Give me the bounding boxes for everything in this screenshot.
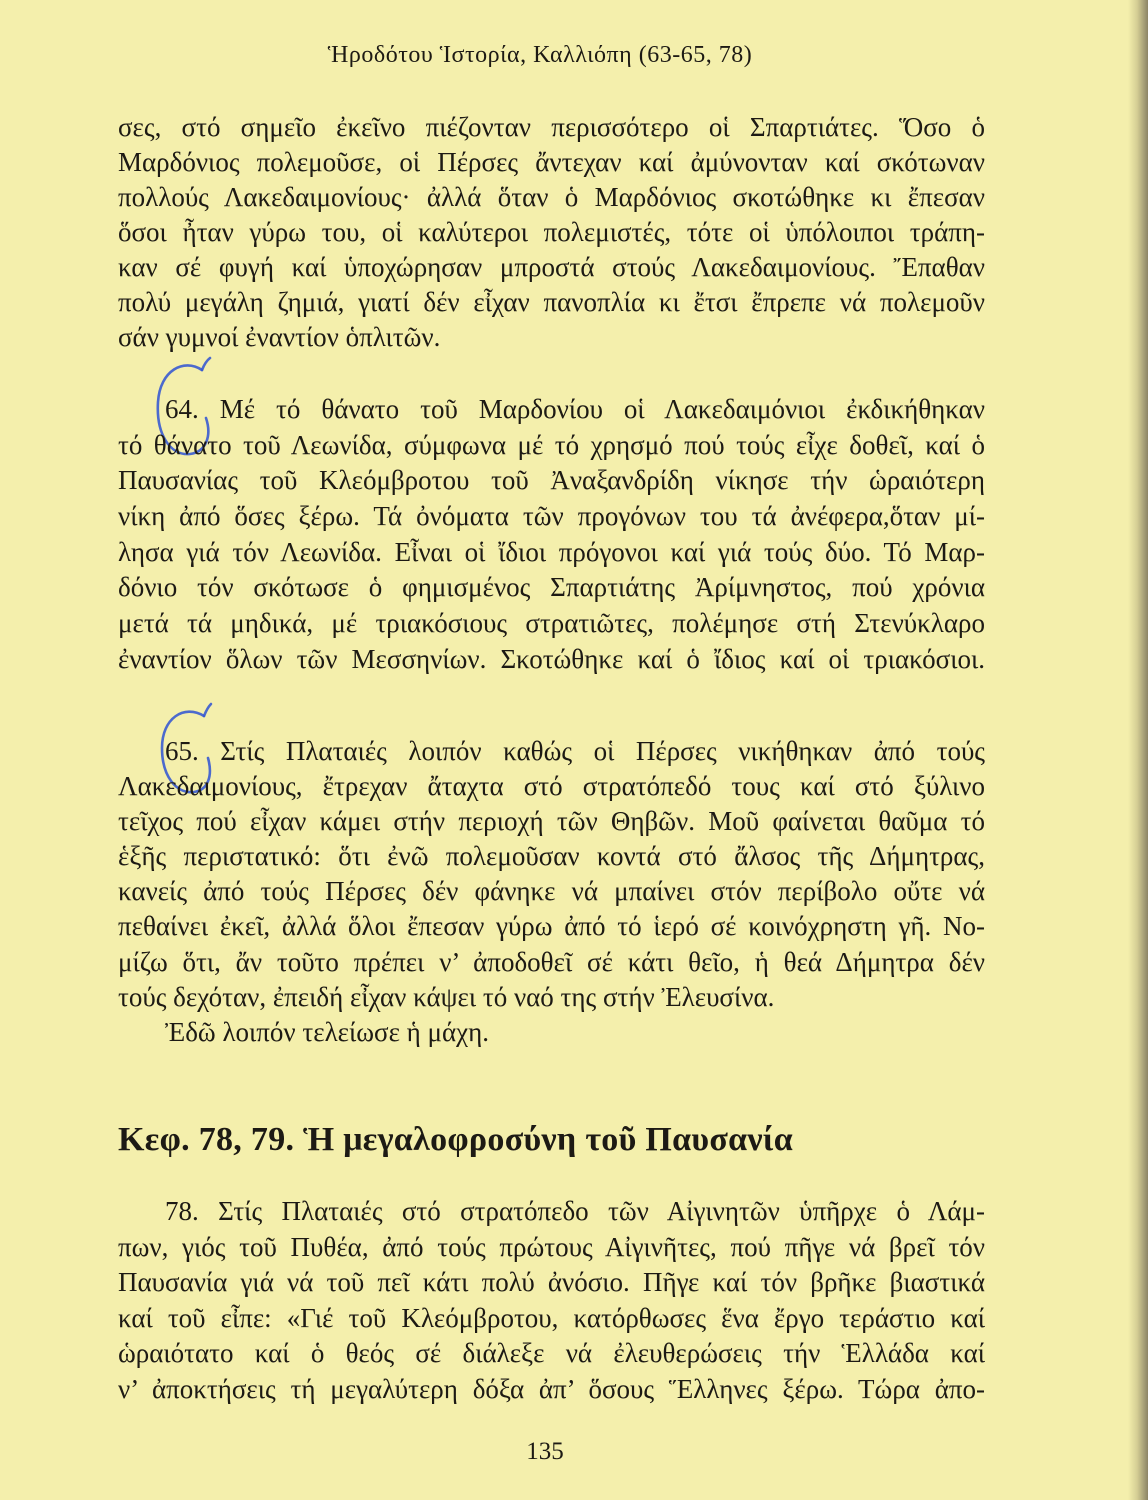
text-line: πων, γιός τοῦ Πυθέα, ἀπό τούς πρώτους Αἰγινῆτες, πού πῆγε νά βρεῖ τόν (118, 1231, 985, 1262)
paragraph-section-65 (118, 734, 985, 1015)
paragraph-section-64 (118, 392, 985, 678)
chapter-heading: Κεφ. 78, 79. Ἡ μεγαλοφροσύνη τοῦ Παυσανία (118, 1121, 794, 1158)
text-line: 65. Στίς Πλαταιές λοιπόν καθώς οἱ Πέρσες νικήθηκαν ἀπό τούς (165, 736, 985, 766)
text-line: Παυσανίας τοῦ Κλεόμβροτου τοῦ Ἀναξανδρίδη νίκησε τήν ὡραιότερη (118, 465, 985, 496)
text-line: τεῖχος πού εἶχαν κάμει στήν περιοχή τῶν Θηβῶν. Μοῦ φαίνεται θαῦμα τό (118, 806, 985, 837)
page-edge-shadow (1128, 0, 1148, 1500)
text-line: κανείς ἀπό τούς Πέρσες δέν φάνηκε νά μπαίνει στόν περίβολο οὔτε νά (118, 876, 985, 907)
text-line: πεθαίνει ἐκεῖ, ἀλλά ὅλοι ἔπεσαν γύρω ἀπό τό ἱερό σέ κοινόχρηστη γῆ. Νο- (118, 911, 985, 942)
text-line: μετά τά μηδικά, μέ τριακόσιους στρατιῶτες, πολέμησε στή Στενύκλαρο (118, 608, 985, 639)
paragraph-continued (118, 110, 985, 355)
text-line: τό θάνατο τοῦ Λεωνίδα, σύμφωνα μέ τό χρησμό πού τούς εἶχε δοθεῖ, καί ὁ (118, 429, 985, 460)
text-line: νίκη ἀπό ὅσες ξέρω. Τά ὀνόματα τῶν προγόνων του τά ἀνέφερα,ὅταν μί- (118, 501, 985, 532)
paragraph-section-78 (118, 1194, 985, 1408)
text-line: Ἐδῶ λοιπόν τελείωσε ἡ μάχη. (165, 1017, 490, 1047)
text-line: ὅσοι ἦταν γύρω του, οἱ καλύτεροι πολεμιστές, τότε οἱ ὑπόλοιποι τράπη- (118, 217, 985, 247)
text-line: τούς δεχόταν, ἐπειδή εἶχαν κάψει τό ναό της στήν Ἐλευσίνα. (118, 981, 775, 1012)
paragraph-closing (118, 1015, 985, 1050)
text-line: 78. Στίς Πλαταιές στό στρατόπεδο τῶν Αἰγινητῶν ὑπῆρχε ὁ Λάμ- (165, 1196, 985, 1226)
text-line: 64. Μέ τό θάνατο τοῦ Μαρδονίου οἱ Λακεδαιμόνιοι ἐκδικήθηκαν (165, 394, 985, 424)
page-number: 135 (526, 1438, 564, 1465)
text-line: καί τοῦ εἶπε: «Γιέ τοῦ Κλεόμβροτου, κατόρθωσες ἕνα ἔργο τεράστιο καί (118, 1302, 985, 1333)
text-line: σες, στό σημεῖο ἐκεῖνο πιέζονταν περισσότερο οἱ Σπαρτιάτες. Ὅσο ὁ (118, 112, 985, 142)
text-line: λησα γιά τόν Λεωνίδα. Εἶναι οἱ ἴδιοι πρόγονοι καί γιά τούς δύο. Τό Μαρ- (118, 536, 985, 567)
running-header: Ἡροδότου Ἱστορία, Καλλιόπη (63-65, 78) (327, 42, 753, 68)
text-line: δόνιο τόν σκότωσε ὁ φημισμένος Σπαρτιάτης Ἀρίμνηστος, πού χρόνια (118, 572, 985, 603)
text-line: Λακεδαιμονίους, ἔτρεχαν ἄταχτα στό στρατόπεδό τους καί στό ξύλινο (118, 771, 985, 802)
text-line: Παυσανία γιά νά τοῦ πεῖ κάτι πολύ ἀνόσιο. Πῆγε καί τόν βρῆκε βιαστικά (118, 1267, 985, 1298)
text-line: ὡραιότατο καί ὁ θεός σέ διάλεξε νά ἐλευθερώσεις τήν Ἑλλάδα καί (118, 1338, 985, 1369)
text-line: ἐναντίον ὅλων τῶν Μεσσηνίων. Σκοτώθηκε καί ὁ ἴδιος καί οἱ τριακόσιοι. (118, 643, 985, 674)
text-line: πολλούς Λακεδαιμονίους· ἀλλά ὅταν ὁ Μαρδόνιος σκοτώθηκε κι ἔπεσαν (118, 182, 985, 212)
text-line: σάν γυμνοί ἐναντίον ὁπλιτῶν. (118, 322, 441, 352)
text-line: ἑξῆς περιστατικό: ὅτι ἐνῶ πολεμοῦσαν κοντά στό ἄλσος τῆς Δήμητρας, (118, 841, 985, 872)
text-line: πολύ μεγάλη ζημιά, γιατί δέν εἶχαν πανοπλία κι ἔτσι ἔπρεπε νά πολεμοῦν (118, 287, 985, 317)
text-line: Μαρδόνιος πολεμοῦσε, οἱ Πέρσες ἄντεχαν καί ἀμύνονταν καί σκότωναν (118, 147, 985, 177)
text-line: μίζω ὅτι, ἄν τοῦτο πρέπει ν’ ἀποδοθεῖ σέ κάτι θεῖο, ἡ θεά Δήμητρα δέν (118, 946, 985, 977)
text-line: ν’ ἀποκτήσεις τή μεγαλύτερη δόξα ἀπ’ ὅσους Ἕλληνες ξέρω. Τώρα ἀπο- (118, 1373, 985, 1404)
text-line: καν σέ φυγή καί ὑποχώρησαν μπροστά στούς Λακεδαιμονίους. Ἔπαθαν (118, 252, 985, 282)
